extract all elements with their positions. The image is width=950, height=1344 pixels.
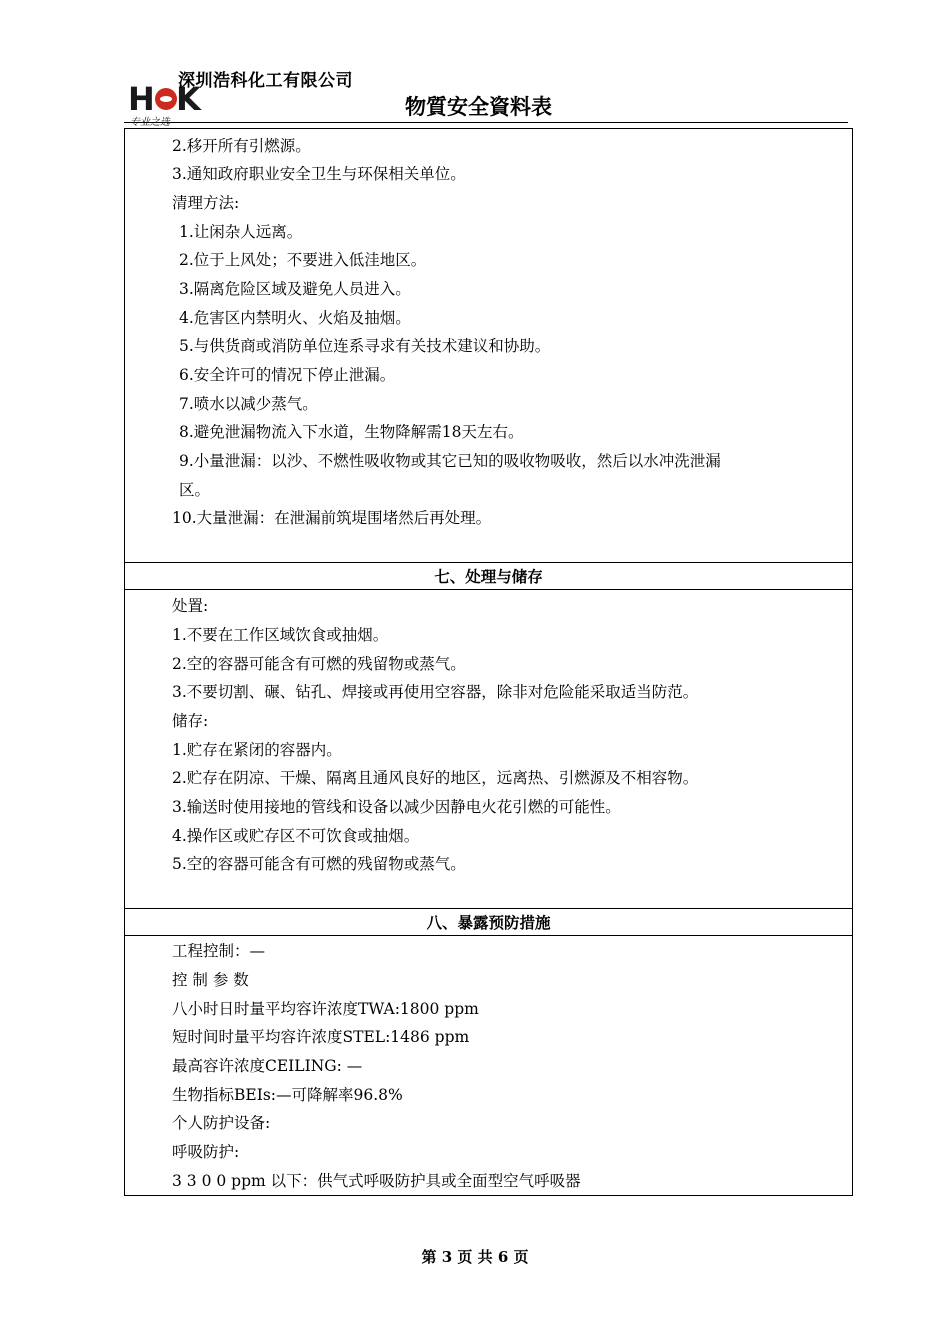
- s6-line-1: 2.移开所有引燃源。: [172, 137, 311, 155]
- logo-letter-h: H: [128, 80, 155, 118]
- s6-line-4: 1.让闲杂人远离。: [179, 223, 303, 241]
- s7-line-4: 3.不要切割、碾、钻孔、焊接或再使用空容器，除非对危险能采取适当防范。: [172, 683, 699, 701]
- logo-slogan: 专业之选: [130, 117, 170, 128]
- s6-line-7: 4.危害区内禁明火、火焰及抽烟。: [179, 309, 411, 327]
- s7-line-10: 5.空的容器可能含有可燃的残留物或蒸气。: [172, 855, 466, 873]
- document-title: 物質安全資料表: [405, 95, 552, 119]
- msds-table: [124, 128, 853, 1196]
- s7-line-5: 储存:: [172, 712, 209, 730]
- section6-body: [125, 129, 852, 562]
- s7-line-2: 1.不要在工作区域饮食或抽烟。: [172, 626, 389, 644]
- header-divider: [124, 122, 848, 123]
- s6-line-11: 8.避免泄漏物流入下水道，生物降解需18天左右。: [179, 423, 524, 441]
- s8-line-2: 控 制 参 数: [172, 971, 249, 989]
- s8-line-8: 呼吸防护:: [172, 1143, 240, 1161]
- logo-letter-k: K: [176, 80, 201, 118]
- s6-line-2: 3.通知政府职业安全卫生与环保相关单位。: [172, 165, 466, 183]
- s7-line-3: 2.空的容器可能含有可燃的残留物或蒸气。: [172, 655, 466, 673]
- s7-line-8: 3.输送时使用接地的管线和设备以减少因静电火花引燃的可能性。: [172, 798, 621, 816]
- s6-line-5: 2.位于上风处；不要进入低洼地区。: [179, 251, 427, 269]
- s6-line-14: 10.大量泄漏：在泄漏前筑堤围堵然后再处理。: [172, 509, 492, 527]
- s7-line-1: 处置:: [172, 597, 209, 615]
- section7-title: 七、处理与储存: [125, 562, 852, 590]
- logo-o-inner: [160, 96, 172, 102]
- s8-line-3: 八小时日时量平均容许浓度TWA:1800 ppm: [172, 1000, 479, 1018]
- section8-body: [125, 936, 852, 1195]
- s8-line-6: 生物指标BEIs:—可降解率96.8%: [172, 1086, 403, 1104]
- section8-title: 八、暴露预防措施: [125, 908, 852, 936]
- s7-line-6: 1.贮存在紧闭的容器内。: [172, 741, 342, 759]
- s6-line-9: 6.安全许可的情况下停止泄漏。: [179, 366, 396, 384]
- page-number: 第 3 页 共 6 页: [421, 1248, 529, 1266]
- s8-line-7: 个人防护设备:: [172, 1114, 271, 1132]
- s7-line-7: 2.贮存在阴凉、干燥、隔离且通风良好的地区，远离热、引燃源及不相容物。: [172, 769, 699, 787]
- section7-body: [125, 590, 852, 908]
- s6-line-3: 清理方法:: [172, 194, 240, 212]
- s8-line-1: 工程控制：—: [172, 942, 266, 960]
- s6-line-13: 区。: [179, 481, 211, 499]
- s6-line-8: 5.与供货商或消防单位连系寻求有关技术建议和协助。: [179, 337, 551, 355]
- s6-line-10: 7.喷水以减少蒸气。: [179, 395, 318, 413]
- company-name: 深圳浩科化工有限公司: [178, 71, 353, 91]
- s6-line-12: 9.小量泄漏：以沙、不燃性吸收物或其它已知的吸收物吸收，然后以水冲洗泄漏: [179, 452, 721, 470]
- s8-line-9: 3 3 0 0 ppm 以下：供气式呼吸防护具或全面型空气呼吸器: [172, 1172, 581, 1190]
- page-header: [0, 0, 950, 130]
- s6-line-6: 3.隔离危险区域及避免人员进入。: [179, 280, 411, 298]
- s8-line-5: 最高容许浓度CEILING: —: [172, 1057, 363, 1075]
- s7-line-9: 4.操作区或贮存区不可饮食或抽烟。: [172, 827, 420, 845]
- s8-line-4: 短时间时量平均容许浓度STEL:1486 ppm: [172, 1028, 470, 1046]
